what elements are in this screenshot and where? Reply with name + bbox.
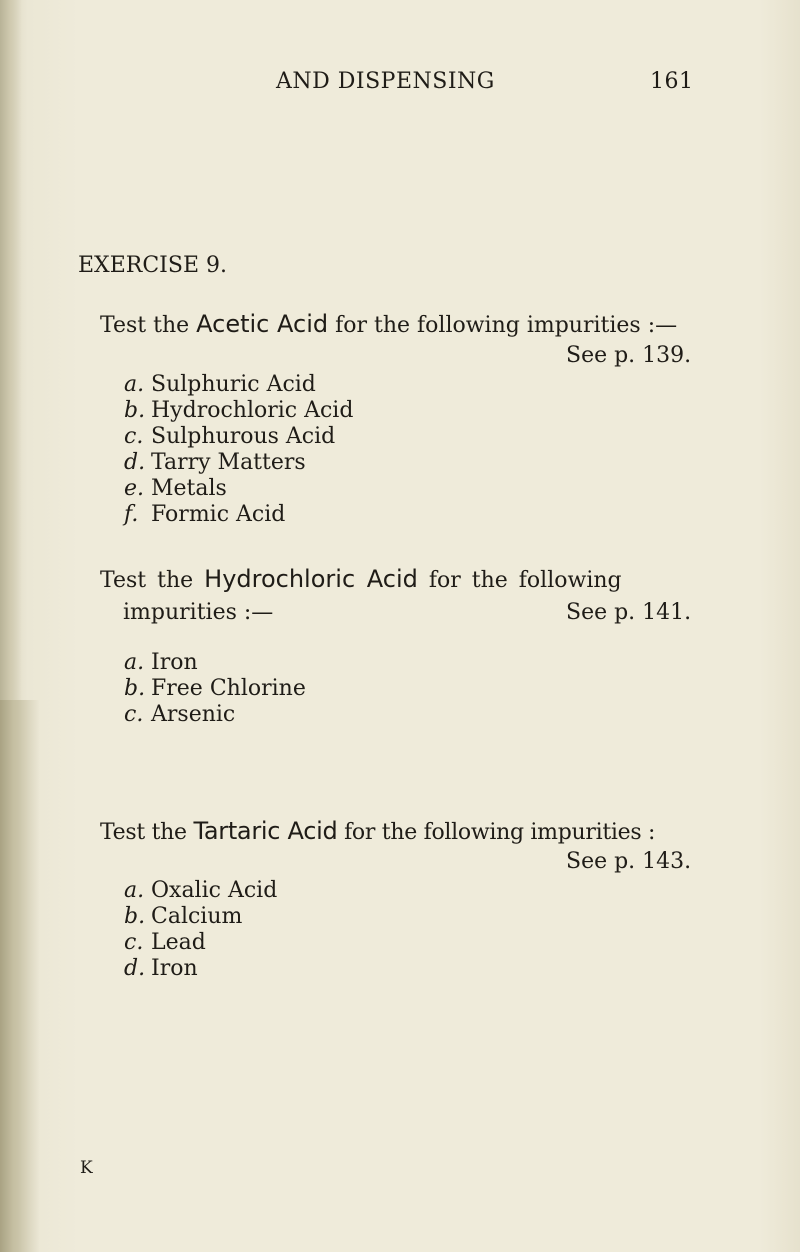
list-item-text: Sulphuric Acid bbox=[151, 372, 316, 397]
page-binding-shadow bbox=[0, 700, 40, 1252]
list-item bbox=[124, 424, 353, 450]
section-2-intro-line2: impurities :— bbox=[123, 600, 274, 625]
list-item-text: Formic Acid bbox=[151, 502, 286, 527]
list-item-letter: a. bbox=[124, 878, 145, 903]
section-2-list bbox=[124, 650, 306, 728]
section-2-acid-name: Hydrochloric Acid bbox=[204, 565, 418, 593]
list-item bbox=[124, 878, 277, 904]
list-item-letter: b. bbox=[124, 904, 146, 929]
list-item-text: Lead bbox=[151, 930, 206, 955]
list-item-text: Tarry Matters bbox=[151, 450, 306, 475]
section-2-intro-suffix: for the following bbox=[428, 568, 622, 593]
section-1-acid-name: Acetic Acid bbox=[196, 310, 329, 338]
list-item-letter: d. bbox=[124, 956, 146, 981]
section-3-acid-name: Tartaric Acid bbox=[193, 817, 338, 845]
list-item bbox=[124, 702, 306, 728]
section-2-intro-prefix: Test the bbox=[100, 568, 194, 593]
page-number: 161 bbox=[650, 69, 694, 94]
list-item-text: Iron bbox=[151, 650, 198, 675]
list-item-text: Sulphurous Acid bbox=[151, 424, 336, 449]
list-item bbox=[124, 502, 353, 528]
section-1-list bbox=[124, 372, 353, 528]
list-item bbox=[124, 372, 353, 398]
section-2-see-ref: See p. 141. bbox=[566, 600, 692, 625]
list-item-text: Oxalic Acid bbox=[151, 878, 278, 903]
section-3-intro bbox=[100, 817, 655, 845]
section-3-see-ref: See p. 143. bbox=[566, 849, 692, 874]
section-3-intro-prefix: Test the bbox=[100, 820, 187, 845]
list-item-text: Arsenic bbox=[151, 702, 236, 727]
section-3-intro-suffix: for the following impurities : bbox=[344, 820, 656, 845]
exercise-title: EXERCISE 9. bbox=[78, 253, 227, 278]
list-item-text: Hydrochloric Acid bbox=[151, 398, 354, 423]
list-item-letter: f. bbox=[124, 502, 139, 527]
list-item-letter: a. bbox=[124, 372, 145, 397]
list-item-text: Free Chlorine bbox=[151, 676, 306, 701]
list-item bbox=[124, 904, 277, 930]
section-1-intro-suffix: for the following impurities :— bbox=[335, 313, 678, 338]
running-header-title: AND DISPENSING bbox=[276, 69, 495, 94]
list-item-text: Iron bbox=[151, 956, 198, 981]
list-item-text: Metals bbox=[151, 476, 227, 501]
section-1-see-ref: See p. 139. bbox=[566, 343, 692, 368]
list-item-letter: c. bbox=[124, 424, 144, 449]
list-item-letter: d. bbox=[124, 450, 146, 475]
section-3-list bbox=[124, 878, 277, 982]
list-item-text: Calcium bbox=[151, 904, 243, 929]
list-item bbox=[124, 398, 353, 424]
list-item-letter: b. bbox=[124, 676, 146, 701]
list-item-letter: c. bbox=[124, 930, 144, 955]
list-item bbox=[124, 930, 277, 956]
section-1-intro-prefix: Test the bbox=[100, 313, 190, 338]
section-1-intro bbox=[100, 310, 677, 338]
list-item bbox=[124, 650, 306, 676]
list-item-letter: b. bbox=[124, 398, 146, 423]
list-item bbox=[124, 450, 353, 476]
list-item-letter: a. bbox=[124, 650, 145, 675]
list-item bbox=[124, 676, 306, 702]
list-item-letter: e. bbox=[124, 476, 145, 501]
list-item bbox=[124, 476, 353, 502]
list-item bbox=[124, 956, 277, 982]
signature-mark: K bbox=[80, 1158, 93, 1178]
section-2-intro bbox=[100, 565, 622, 593]
list-item-letter: c. bbox=[124, 702, 144, 727]
